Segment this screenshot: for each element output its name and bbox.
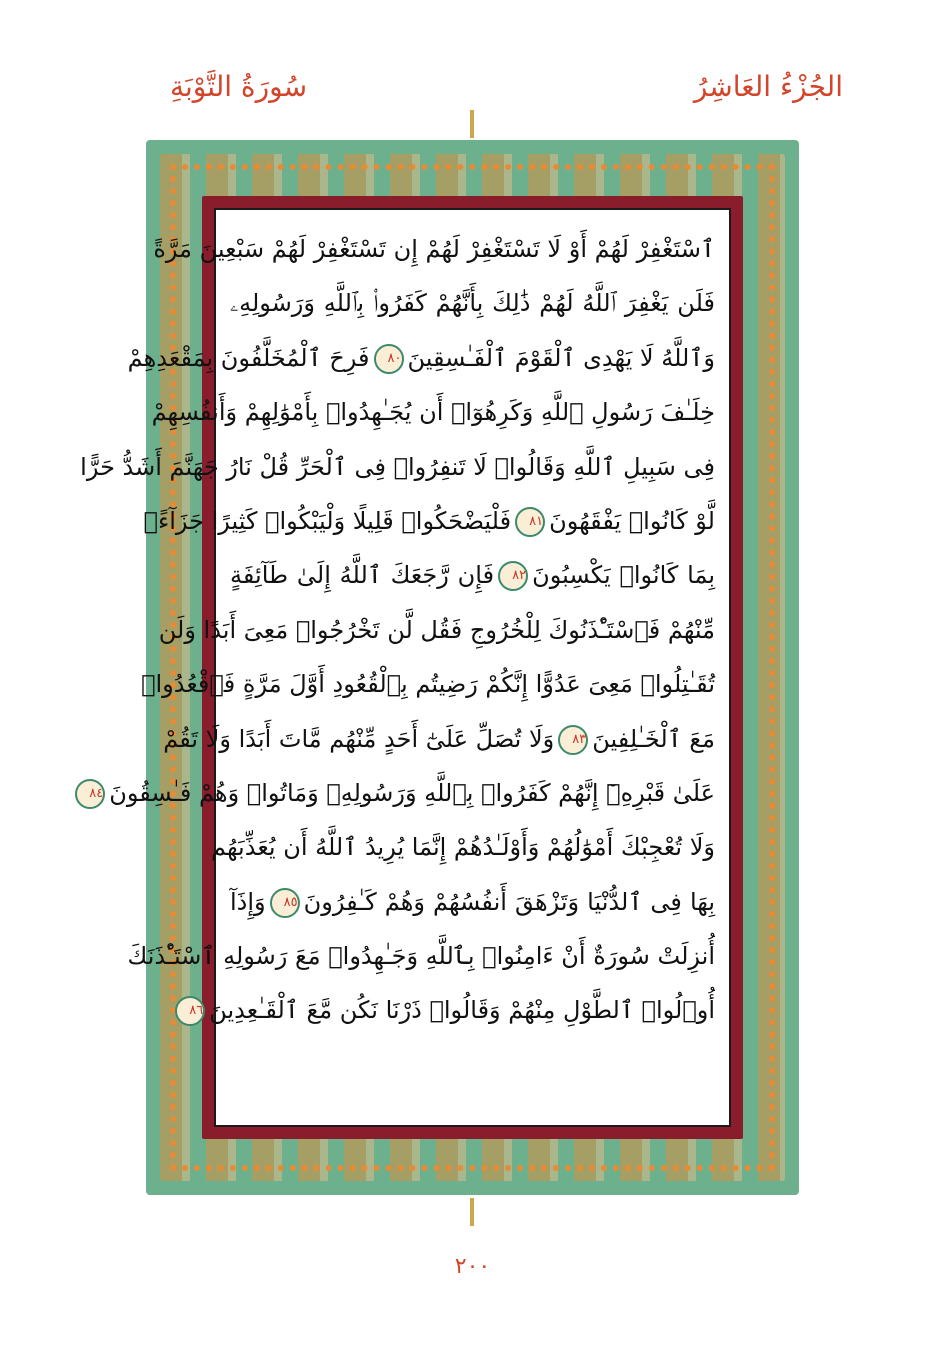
frame-top-tip xyxy=(470,110,474,138)
verse-text: ٱسْتَغْفِرْ لَهُمْ أَوْ لَا تَسْتَغْفِرْ لَهُمْ إِن تَسْتَغْفِرْ لَهُمْ سَبْعِينَ مَرَّةً xyxy=(153,235,715,263)
verse-text-continued: وَإِذَآ xyxy=(230,887,266,916)
ayah-number-marker: ٨٤ xyxy=(75,779,105,809)
verse-line xyxy=(211,820,715,874)
verse-text: وَلَا تُعْجِبْكَ أَمْوَٰلُهُمْ وَأَوْلَـٰدُهُمْ إِنَّمَا يُرِيدُ ٱللَّهُ أَن يُعَذِّبَهُم xyxy=(211,833,715,862)
verse-text-continued: فَلْيَضْحَكُوا۟ قَلِيلًا وَلْيَبْكُوا۟ كَثِيرًا جَزَآءًۢ xyxy=(143,506,512,535)
verse-line xyxy=(80,440,715,494)
verse-line xyxy=(189,983,715,1037)
frame-bottom-tip xyxy=(470,1198,474,1226)
verse-line xyxy=(230,875,715,929)
verse-text: تُقَـٰتِلُوا۟ مَعِىَ عَدُوًّا إِنَّكُمْ رَضِيتُم بِٱلْقُعُودِ أَوَّلَ مَرَّةٍ فَٱقْعُدُوا۟ xyxy=(141,670,715,699)
ayah-number-marker: ٨٥ xyxy=(270,888,300,918)
juz-title: الجُزْءُ العَاشِرُ xyxy=(693,70,843,103)
ayah-number-marker: ٨٠ xyxy=(374,344,404,374)
verse-text: أُنزِلَتْ سُورَةٌ أَنْ ءَامِنُوا۟ بِٱللَّهِ وَجَـٰهِدُوا۟ مَعَ رَسُولِهِ ٱسْتَـْٔذَنَكَ xyxy=(127,942,715,971)
verse-text: مِّنْهُمْ فَٱسْتَـْٔذَنُوكَ لِلْخُرُوجِ فَقُل لَّن تَخْرُجُوا۟ مَعِىَ أَبَدًا وَلَن xyxy=(158,615,715,644)
verse-line xyxy=(230,276,715,330)
ayah-number-marker: ٨١ xyxy=(515,507,545,537)
verse-text: بِهَا فِى ٱلدُّنْيَا وَتَزْهَقَ أَنفُسُهُمْ وَهُمْ كَـٰفِرُونَ xyxy=(303,887,715,916)
verse-text-continued: فَرِحَ ٱلْمُخَلَّفُونَ بِمَقْعَدِهِمْ xyxy=(127,343,370,372)
page-number: ٢٠٠ xyxy=(454,1254,491,1279)
verse-text: مَعَ ٱلْخَـٰلِفِينَ xyxy=(592,724,715,753)
verse-text: فِى سَبِيلِ ٱللَّهِ وَقَالُوا۟ لَا تَنفِرُوا۟ فِى ٱلْحَرِّ قُلْ نَارُ جَهَنَّمَ أَشَدُّ حَرًّا xyxy=(80,452,715,481)
ayah-number-marker: ٨٣ xyxy=(558,725,588,755)
verse-text: فَلَن يَغْفِرَ ٱللَّهُ لَهُمْ ذَٰلِكَ بِأَنَّهُمْ كَفَرُوا۟ بِٱللَّهِ وَرَسُولِهِۦ xyxy=(230,289,715,318)
verse-line xyxy=(163,712,715,766)
verse-text: بِمَا كَانُوا۟ يَكْسِبُونَ xyxy=(532,561,715,590)
verse-text: أُو۟لُوا۟ ٱلطَّوْلِ مِنْهُمْ وَقَالُوا۟ ذَرْنَا نَكُن مَّعَ ٱلْقَـٰعِدِينَ xyxy=(209,996,715,1025)
verse-line xyxy=(143,494,715,548)
ayah-number-marker: ٨٦ xyxy=(175,996,205,1026)
verse-text-continued: فَإِن رَّجَعَكَ ٱللَّهُ إِلَىٰ طَآئِفَةٍ xyxy=(230,561,495,590)
verse-line xyxy=(153,222,715,276)
verse-text-continued: وَلَا تُصَلِّ عَلَىٰٓ أَحَدٍ مِّنْهُم مَّاتَ أَبَدًا وَلَا تَقُمْ xyxy=(163,724,555,753)
verse-line xyxy=(89,766,715,820)
verse-line xyxy=(151,385,715,439)
verse-text: لَّوْ كَانُوا۟ يَفْقَهُونَ xyxy=(549,506,715,535)
verse-line xyxy=(158,603,715,657)
ayah-number-marker: ٨٢ xyxy=(498,561,528,591)
verse-lines xyxy=(80,222,715,1038)
verse-line xyxy=(127,929,715,983)
verse-text: وَٱللَّهُ لَا يَهْدِى ٱلْقَوْمَ ٱلْفَـٰسِقِينَ xyxy=(407,343,715,372)
verse-line xyxy=(230,548,715,602)
verse-text: خِلَـٰفَ رَسُولِ ٱللَّهِ وَكَرِهُوٓا۟ أَن يُجَـٰهِدُوا۟ بِأَمْوَٰلِهِمْ وَأَنفُسِهِمْ xyxy=(151,398,715,427)
surah-title: سُورَةُ التَّوْبَةِ xyxy=(170,70,308,103)
verse-text: عَلَىٰ قَبْرِهِۦٓ إِنَّهُمْ كَفَرُوا۟ بِٱللَّهِ وَرَسُولِهِۦ وَمَاتُوا۟ وَهُمْ فَـٰسِقُونَ xyxy=(109,778,715,807)
verse-line xyxy=(127,331,715,385)
verse-line xyxy=(141,657,715,711)
